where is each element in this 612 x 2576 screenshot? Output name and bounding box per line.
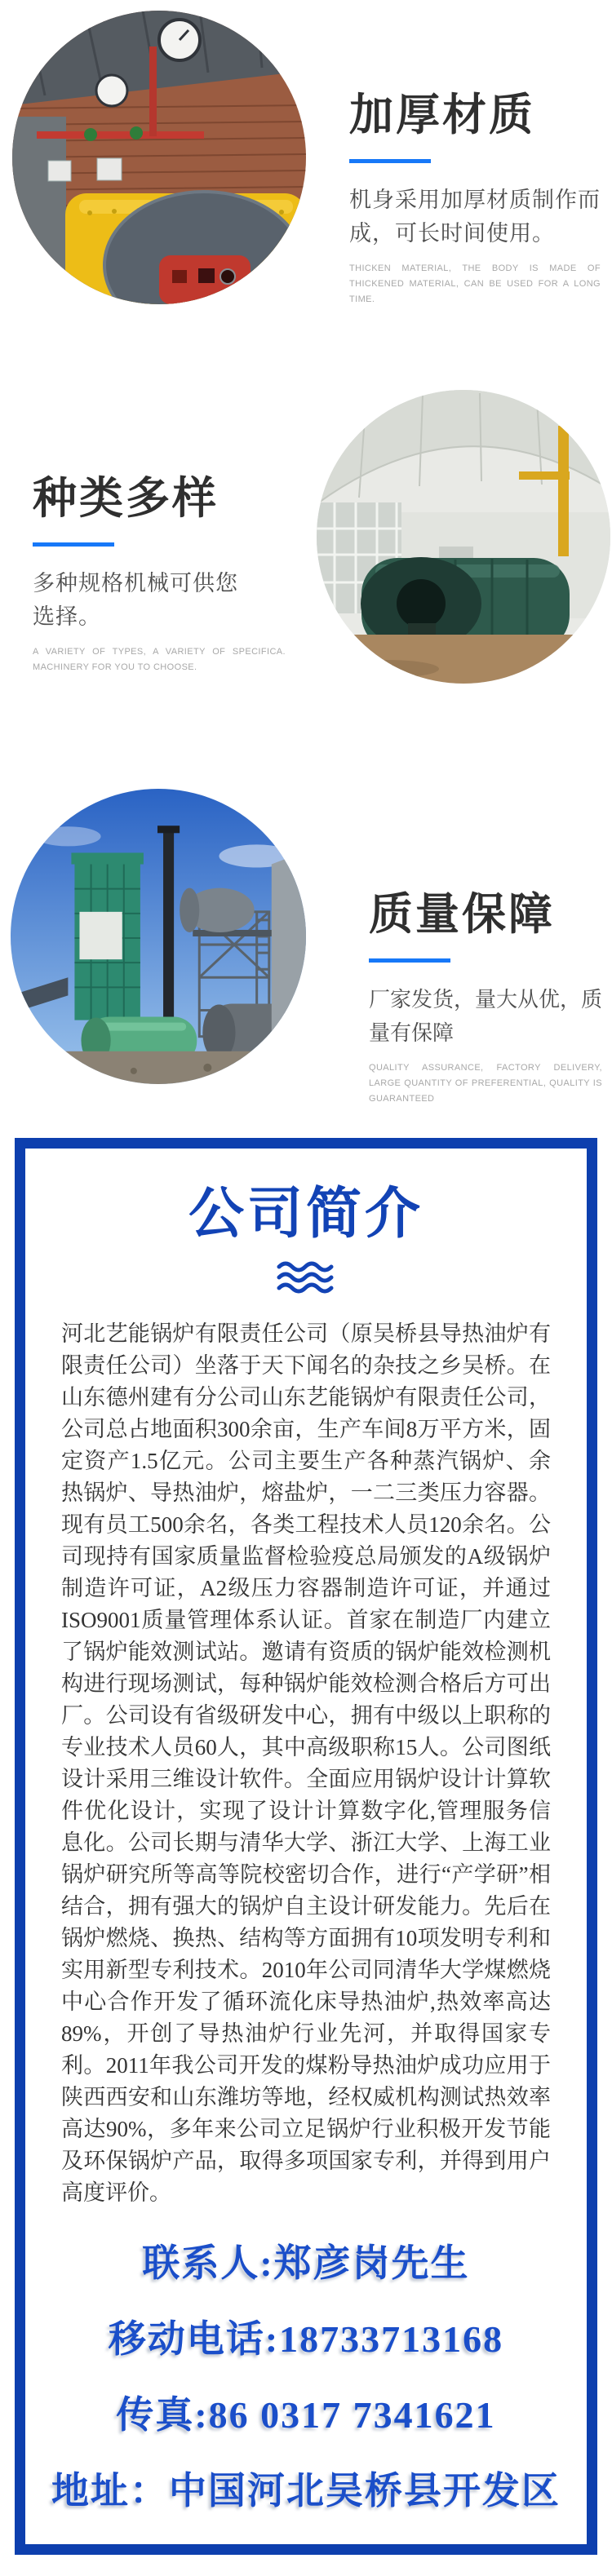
feature-block-thick-material [349, 80, 601, 308]
blue-underline [369, 958, 450, 963]
feature-title: 加厚材质 [349, 91, 535, 139]
feature-description-en: THICKEN MATERIAL, THE BODY IS MADE OF THICKENED MATERIAL, CAN BE USED FOR A LONG TIME. [349, 263, 601, 304]
feature-description: 多种规格机械可供您选择。 [33, 571, 238, 629]
blue-underline [349, 159, 431, 163]
feature-description-en: A VARIETY OF TYPES, A VARIETY OF SPECIFICA. MACHINERY FOR YOU TO CHOOSE. [33, 647, 286, 672]
contact-person: 联系人:郑彦岗先生 [142, 2242, 470, 2284]
yellow-boiler-photo [12, 11, 306, 304]
wave-divider [25, 1260, 587, 1299]
feature-photo-quality [11, 789, 306, 1084]
contact-fax: 传真:86 0317 7341621 [116, 2394, 496, 2436]
company-profile-box [15, 1138, 597, 2555]
feature-block-quality [369, 879, 602, 1107]
contact-mobile: 移动电话:18733713168 [108, 2318, 504, 2360]
blue-underline [33, 542, 114, 547]
feature-title: 种类多样 [33, 474, 219, 523]
wave-icon [276, 1260, 336, 1295]
feature-description: 厂家发货，量大从优，质量有保障 [369, 987, 603, 1045]
feature-description-en: QUALITY ASSURANCE, FACTORY DELIVERY, LARGE QUANTITY OF PREFERENTIAL, QUALITY IS GUARANTEED [369, 1063, 602, 1104]
feature-photo-thick-material [12, 11, 306, 304]
company-intro-paragraph: 河北艺能锅炉有限责任公司（原吴桥县导热油炉有限责任公司）坐落于天下闻名的杂技之乡吴桥。在山东德州建有分公司山东艺能锅炉有限责任公司，公司总占地面积300余亩，生产车间8万平方米，固定资产1.5亿元。公司主要生产各种蒸汽锅炉、余热锅炉、导热油炉，熔盐炉，一二三类压力容器。现有员工500余名，各类工程技术人员120余名。公司现持有国家质量监督检验疫总局颁发的A级锅炉制造许可证，A2级压力容器制造许可证，并通过ISO9001质量管理体系认证。首家在制造厂内建立了锅炉能效测试站。邀请有资质的锅炉能效检测机构进行现场测试，每种锅炉能效检测合格后方可出厂。公司设有省级研发中心，拥有中级以上职称的专业技术人员60人，其中高级职称15人。公司图纸设计采用三维设计软件。全面应用锅炉设计计算软件优化设计，实现了设计计算数字化,管理服务信息化。公司长期与清华大学、浙江大学、上海工业锅炉研究所等高等院校密切合作，进行“产学研”相结合，拥有强大的锅炉自主设计研发能力。先后在锅炉燃烧、换热、结构等方面拥有10项发明专利和实用新型专利技术。2010年公司同清华大学煤燃烧中心合作开发了循环流化床导热油炉,热效率高达89%，开创了导热油炉行业先河，并取得国家专利。2011年我公司开发的煤粉导热油炉成功应用于陕西西安和山东潍坊等地，经权威机构测试热效率高达90%，多年来公司立足锅炉行业积极开发节能及环保锅炉产品，取得多项国家专利，并得到用户高度评价。 [61, 1321, 551, 2205]
feature-title: 质量保障 [369, 890, 555, 939]
contact-address: 地址：中国河北吴桥县开发区 [51, 2470, 561, 2512]
feature-photo-variety [317, 390, 610, 684]
feature-block-variety [33, 463, 286, 675]
feature-description: 机身采用加厚材质制作而成，可长时间使用。 [349, 188, 601, 246]
company-profile-title: 公司简介 [188, 1183, 424, 1245]
outdoor-plant-photo [11, 789, 306, 1084]
green-boiler-photo [317, 390, 610, 684]
